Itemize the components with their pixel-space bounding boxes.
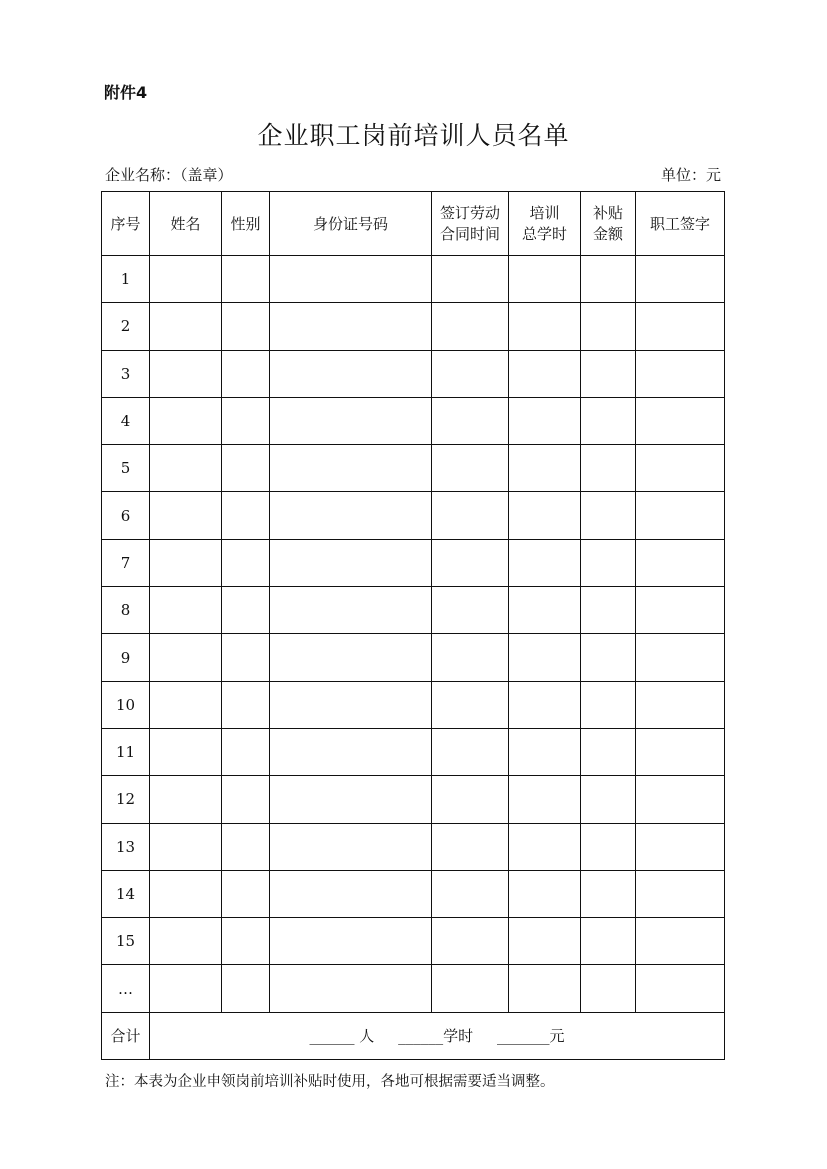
header-subsidy-line1: 补贴 — [592, 203, 623, 222]
header-contract-time — [432, 192, 509, 256]
row-seq: 2 — [102, 303, 150, 350]
table-row — [102, 303, 725, 350]
row-subsidy-cell[interactable] — [581, 965, 636, 1012]
row-gender-cell[interactable] — [222, 776, 270, 823]
row-contract-time-cell[interactable] — [432, 728, 509, 775]
row-id-number-cell[interactable] — [270, 303, 432, 350]
row-training-hours-cell[interactable] — [509, 965, 581, 1012]
row-subsidy-cell[interactable] — [581, 776, 636, 823]
row-seq: 8 — [102, 587, 150, 634]
row-subsidy-cell[interactable] — [581, 303, 636, 350]
row-seq: 10 — [102, 681, 150, 728]
row-gender-cell[interactable] — [222, 397, 270, 444]
row-seq: 12 — [102, 776, 150, 823]
row-signature-cell[interactable] — [636, 492, 725, 539]
header-subsidy-line2: 金额 — [592, 224, 623, 243]
row-gender-cell[interactable] — [222, 918, 270, 965]
row-seq: 7 — [102, 539, 150, 586]
row-gender-cell[interactable] — [222, 965, 270, 1012]
row-gender-cell[interactable] — [222, 445, 270, 492]
row-signature-cell[interactable] — [636, 539, 725, 586]
header-hours-line1: 培训 — [529, 203, 560, 222]
total-row — [102, 1012, 725, 1059]
row-contract-time-cell[interactable] — [432, 445, 509, 492]
row-subsidy-cell[interactable] — [581, 397, 636, 444]
table-row — [102, 965, 725, 1012]
row-contract-time-cell[interactable] — [432, 350, 509, 397]
row-id-number-cell[interactable] — [270, 397, 432, 444]
row-contract-time-cell[interactable] — [432, 587, 509, 634]
row-seq: 14 — [102, 870, 150, 917]
attachment-label: 附件4 — [104, 83, 148, 102]
header-gender: 性别 — [222, 192, 270, 256]
row-id-number-cell[interactable] — [270, 965, 432, 1012]
header-subsidy-amount — [581, 192, 636, 256]
row-signature-cell[interactable] — [636, 776, 725, 823]
row-signature-cell[interactable] — [636, 634, 725, 681]
row-name-cell[interactable] — [150, 918, 222, 965]
table-row — [102, 681, 725, 728]
table-row — [102, 397, 725, 444]
row-gender-cell[interactable] — [222, 256, 270, 303]
row-signature-cell[interactable] — [636, 397, 725, 444]
row-signature-cell[interactable] — [636, 303, 725, 350]
row-seq: 9 — [102, 634, 150, 681]
row-id-number-cell[interactable] — [270, 587, 432, 634]
header-seq: 序号 — [102, 192, 150, 256]
row-id-number-cell[interactable] — [270, 823, 432, 870]
row-seq: 13 — [102, 823, 150, 870]
row-subsidy-cell[interactable] — [581, 823, 636, 870]
row-signature-cell[interactable] — [636, 918, 725, 965]
row-signature-cell[interactable] — [636, 728, 725, 775]
row-contract-time-cell[interactable] — [432, 492, 509, 539]
header-name: 姓名 — [150, 192, 222, 256]
row-subsidy-cell[interactable] — [581, 728, 636, 775]
row-contract-time-cell[interactable] — [432, 918, 509, 965]
table-row — [102, 587, 725, 634]
row-name-cell[interactable] — [150, 397, 222, 444]
header-signature: 职工签字 — [636, 192, 725, 256]
row-subsidy-cell[interactable] — [581, 256, 636, 303]
row-name-cell[interactable] — [150, 728, 222, 775]
row-training-hours-cell[interactable] — [509, 870, 581, 917]
row-name-cell[interactable] — [150, 776, 222, 823]
row-gender-cell[interactable] — [222, 728, 270, 775]
row-training-hours-cell[interactable] — [509, 634, 581, 681]
row-seq: 1 — [102, 256, 150, 303]
table-row — [102, 350, 725, 397]
row-seq: … — [102, 965, 150, 1012]
row-id-number-cell[interactable] — [270, 445, 432, 492]
table-row — [102, 870, 725, 917]
row-subsidy-cell[interactable] — [581, 350, 636, 397]
row-seq: 3 — [102, 350, 150, 397]
row-training-hours-cell[interactable] — [509, 918, 581, 965]
row-subsidy-cell[interactable] — [581, 634, 636, 681]
row-name-cell[interactable] — [150, 256, 222, 303]
company-name-label: 企业名称：（盖章） — [105, 166, 233, 184]
header-contract-line1: 签订劳动 — [439, 203, 500, 222]
row-id-number-cell[interactable] — [270, 728, 432, 775]
row-contract-time-cell[interactable] — [432, 539, 509, 586]
row-training-hours-cell[interactable] — [509, 397, 581, 444]
row-gender-cell[interactable] — [222, 823, 270, 870]
row-contract-time-cell[interactable] — [432, 634, 509, 681]
row-name-cell[interactable] — [150, 539, 222, 586]
row-subsidy-cell[interactable] — [581, 870, 636, 917]
row-subsidy-cell[interactable] — [581, 681, 636, 728]
total-label: 合计 — [102, 1012, 150, 1059]
row-gender-cell[interactable] — [222, 681, 270, 728]
total-summary: ______ 人 ______学时 _______元 — [150, 1012, 725, 1059]
row-id-number-cell[interactable] — [270, 870, 432, 917]
row-training-hours-cell[interactable] — [509, 303, 581, 350]
row-training-hours-cell[interactable] — [509, 681, 581, 728]
row-id-number-cell[interactable] — [270, 634, 432, 681]
row-contract-time-cell[interactable] — [432, 776, 509, 823]
row-contract-time-cell[interactable] — [432, 870, 509, 917]
row-signature-cell[interactable] — [636, 256, 725, 303]
row-training-hours-cell[interactable] — [509, 776, 581, 823]
row-subsidy-cell[interactable] — [581, 587, 636, 634]
row-name-cell[interactable] — [150, 445, 222, 492]
row-id-number-cell[interactable] — [270, 681, 432, 728]
row-seq: 11 — [102, 728, 150, 775]
row-seq: 5 — [102, 445, 150, 492]
row-name-cell[interactable] — [150, 634, 222, 681]
page-title: 企业职工岗前培训人员名单 — [257, 121, 570, 150]
row-name-cell[interactable] — [150, 492, 222, 539]
row-id-number-cell[interactable] — [270, 539, 432, 586]
row-gender-cell[interactable] — [222, 539, 270, 586]
row-training-hours-cell[interactable] — [509, 539, 581, 586]
row-id-number-cell[interactable] — [270, 776, 432, 823]
table-row — [102, 492, 725, 539]
row-training-hours-cell[interactable] — [509, 587, 581, 634]
table-row — [102, 445, 725, 492]
row-name-cell[interactable] — [150, 965, 222, 1012]
row-seq: 4 — [102, 397, 150, 444]
row-training-hours-cell[interactable] — [509, 256, 581, 303]
row-signature-cell[interactable] — [636, 587, 725, 634]
header-training-hours — [509, 192, 581, 256]
row-signature-cell[interactable] — [636, 965, 725, 1012]
row-gender-cell[interactable] — [222, 587, 270, 634]
row-id-number-cell[interactable] — [270, 350, 432, 397]
header-contract-line2: 合同时间 — [439, 224, 500, 243]
row-signature-cell[interactable] — [636, 350, 725, 397]
row-id-number-cell[interactable] — [270, 492, 432, 539]
row-name-cell[interactable] — [150, 681, 222, 728]
row-training-hours-cell[interactable] — [509, 823, 581, 870]
row-contract-time-cell[interactable] — [432, 303, 509, 350]
row-signature-cell[interactable] — [636, 445, 725, 492]
row-signature-cell[interactable] — [636, 823, 725, 870]
row-name-cell[interactable] — [150, 303, 222, 350]
table-row — [102, 539, 725, 586]
row-seq: 6 — [102, 492, 150, 539]
row-contract-time-cell[interactable] — [432, 256, 509, 303]
row-gender-cell[interactable] — [222, 870, 270, 917]
row-gender-cell[interactable] — [222, 350, 270, 397]
row-gender-cell[interactable] — [222, 634, 270, 681]
table-row — [102, 823, 725, 870]
row-name-cell[interactable] — [150, 587, 222, 634]
trainee-roster-table — [101, 191, 725, 1060]
row-subsidy-cell[interactable] — [581, 445, 636, 492]
row-gender-cell[interactable] — [222, 492, 270, 539]
row-contract-time-cell[interactable] — [432, 965, 509, 1012]
row-contract-time-cell[interactable] — [432, 397, 509, 444]
row-contract-time-cell[interactable] — [432, 823, 509, 870]
row-name-cell[interactable] — [150, 823, 222, 870]
header-hours-line2: 总学时 — [521, 224, 567, 243]
table-row — [102, 728, 725, 775]
unit-label: 单位：元 — [660, 166, 721, 184]
footnote: 注：本表为企业申领岗前培训补贴时使用，各地可根据需要适当调整。 — [105, 1074, 555, 1090]
row-training-hours-cell[interactable] — [509, 728, 581, 775]
row-gender-cell[interactable] — [222, 303, 270, 350]
row-training-hours-cell[interactable] — [509, 350, 581, 397]
row-subsidy-cell[interactable] — [581, 492, 636, 539]
row-subsidy-cell[interactable] — [581, 539, 636, 586]
row-seq: 15 — [102, 918, 150, 965]
row-id-number-cell[interactable] — [270, 256, 432, 303]
table-row — [102, 256, 725, 303]
row-signature-cell[interactable] — [636, 681, 725, 728]
table-header-row — [102, 192, 725, 256]
row-training-hours-cell[interactable] — [509, 445, 581, 492]
row-id-number-cell[interactable] — [270, 918, 432, 965]
row-training-hours-cell[interactable] — [509, 492, 581, 539]
row-signature-cell[interactable] — [636, 870, 725, 917]
row-subsidy-cell[interactable] — [581, 918, 636, 965]
header-id-number: 身份证号码 — [270, 192, 432, 256]
table-row — [102, 918, 725, 965]
row-name-cell[interactable] — [150, 350, 222, 397]
table-row — [102, 634, 725, 681]
row-contract-time-cell[interactable] — [432, 681, 509, 728]
table-row — [102, 776, 725, 823]
row-name-cell[interactable] — [150, 870, 222, 917]
